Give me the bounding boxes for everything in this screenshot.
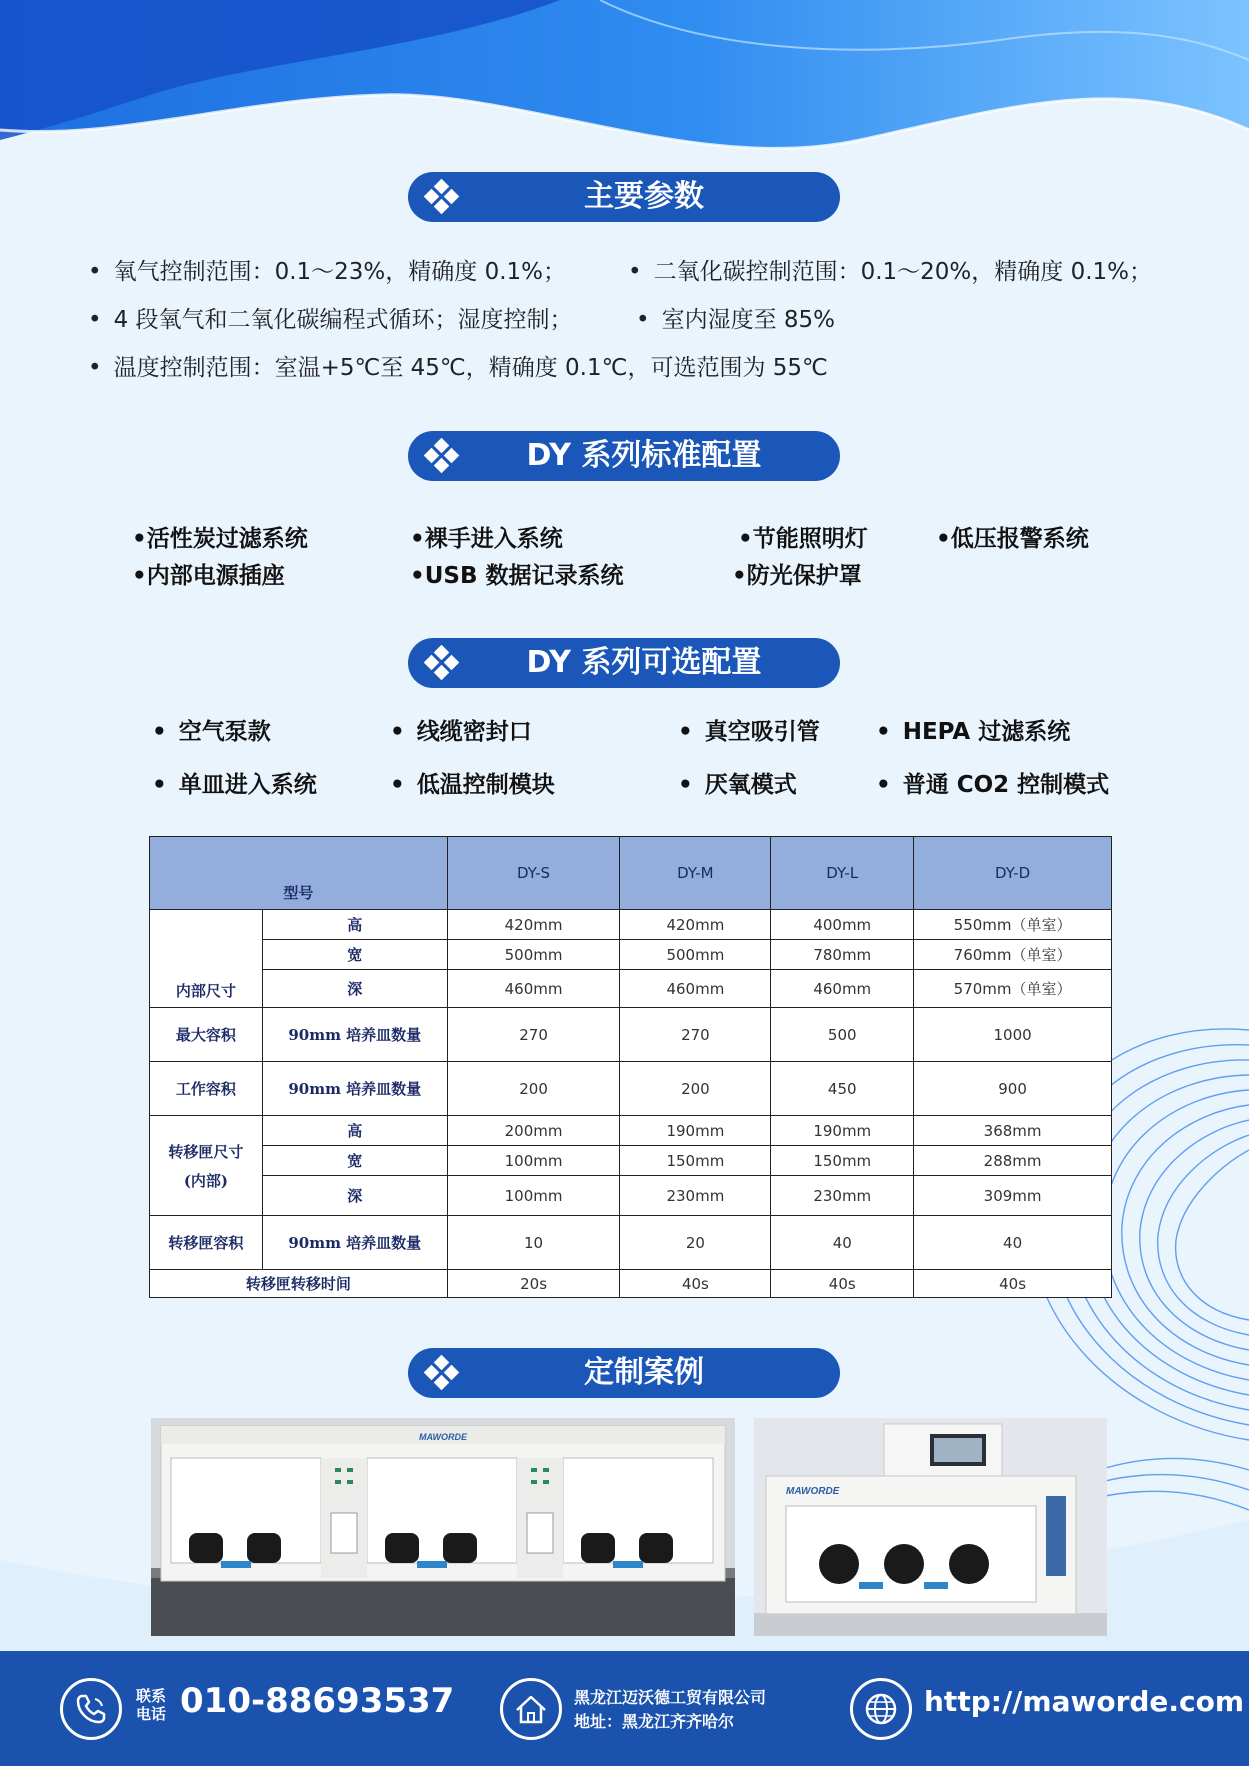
company-address: 地址：黑龙江齐齐哈尔 xyxy=(574,1712,735,1731)
table-cell: 309mm xyxy=(914,1176,1112,1216)
product-photo-single xyxy=(754,1418,1107,1636)
row-label: 工作容积 xyxy=(150,1062,263,1116)
section-header-standard-config xyxy=(408,431,840,481)
table-cell: 500mm xyxy=(447,940,620,970)
phone-icon xyxy=(60,1678,122,1740)
home-icon xyxy=(500,1678,562,1740)
param-item: • 温度控制范围：室温+5℃至 45℃，精确度 0.1℃，可选范围为 55℃ xyxy=(88,349,828,382)
table-cell: 500 xyxy=(771,1008,914,1062)
table-cell: 10 xyxy=(447,1216,620,1270)
config-item: • 防光保护罩 xyxy=(732,557,862,590)
table-row xyxy=(150,910,1112,940)
table-cell: 500mm xyxy=(620,940,771,970)
triple-chamber-illustration xyxy=(151,1418,735,1636)
row-label: 最大容积 xyxy=(150,1008,263,1062)
spec-table xyxy=(149,836,1112,1298)
table-row xyxy=(150,1146,1112,1176)
table-cell: 288mm xyxy=(914,1146,1112,1176)
globe-icon xyxy=(850,1678,912,1740)
table-row xyxy=(150,1116,1112,1146)
param-item: • 氧气控制范围：0.1～23%，精确度 0.1%； xyxy=(88,253,566,286)
contact-label xyxy=(136,1687,166,1723)
diamond-cluster-icon xyxy=(422,1354,462,1394)
config-item: • USB 数据记录系统 xyxy=(410,557,623,590)
table-cell: 40s xyxy=(914,1270,1112,1298)
model-name: DY-L xyxy=(771,837,914,910)
config-item: • 真空吸引管 xyxy=(678,713,820,746)
row-label: 转移匣容积 xyxy=(150,1216,263,1270)
table-cell: 200mm xyxy=(447,1116,620,1146)
table-cell: 20s xyxy=(447,1270,620,1298)
table-cell: 230mm xyxy=(620,1176,771,1216)
config-item: • HEPA 过滤系统 xyxy=(876,713,1070,746)
config-item: • 裸手进入系统 xyxy=(410,520,563,553)
config-item: • 低压报警系统 xyxy=(936,520,1089,553)
table-cell: 450 xyxy=(771,1062,914,1116)
config-item: • 空气泵款 xyxy=(152,713,271,746)
row-sublabel: 高 xyxy=(262,1116,447,1146)
section-title: DY 系列标准配置 xyxy=(526,438,762,473)
table-cell: 40s xyxy=(620,1270,771,1298)
table-cell: 570mm（单室） xyxy=(914,970,1112,1008)
single-chamber-illustration xyxy=(754,1418,1107,1636)
table-cell: 420mm xyxy=(447,910,620,940)
section-title: 定制案例 xyxy=(584,1355,704,1390)
table-cell: 460mm xyxy=(620,970,771,1008)
table-cell: 550mm（单室） xyxy=(914,910,1112,940)
row-sublabel: 高 xyxy=(262,910,447,940)
config-item: • 厌氧模式 xyxy=(678,766,797,799)
contact-label-line: 电话 xyxy=(136,1705,167,1723)
contact-label-line: 联系 xyxy=(136,1687,167,1705)
row-sublabel: 90mm 培养皿数量 xyxy=(262,1062,447,1116)
config-item: • 线缆密封口 xyxy=(390,713,532,746)
phone-number[interactable]: 010-88693537 xyxy=(180,1681,455,1721)
table-cell: 20 xyxy=(620,1216,771,1270)
table-cell: 200 xyxy=(620,1062,771,1116)
param-item: • 室内湿度至 85% xyxy=(636,301,835,334)
table-row xyxy=(150,1216,1112,1270)
row-label-line: (内部) xyxy=(183,1171,229,1190)
product-photo-triple xyxy=(151,1418,735,1636)
table-cell: 200 xyxy=(447,1062,620,1116)
table-cell: 460mm xyxy=(771,970,914,1008)
config-item: • 活性炭过滤系统 xyxy=(132,520,308,553)
table-row xyxy=(150,1008,1112,1062)
table-cell: 420mm xyxy=(620,910,771,940)
table-header-row xyxy=(150,837,1112,910)
table-cell: 230mm xyxy=(771,1176,914,1216)
table-cell: 100mm xyxy=(447,1176,620,1216)
row-label: 内部尺寸 xyxy=(150,910,263,1008)
website-link[interactable]: http://maworde.com xyxy=(924,1685,1245,1718)
table-cell: 760mm（单室） xyxy=(914,940,1112,970)
row-sublabel: 90mm 培养皿数量 xyxy=(262,1216,447,1270)
section-title: DY 系列可选配置 xyxy=(526,645,762,680)
model-name: DY-S xyxy=(447,837,620,910)
table-cell: 780mm xyxy=(771,940,914,970)
param-item: • 4 段氧气和二氧化碳编程式循环；湿度控制； xyxy=(88,301,573,334)
diamond-cluster-icon xyxy=(422,437,462,477)
table-cell: 190mm xyxy=(620,1116,771,1146)
table-cell: 900 xyxy=(914,1062,1112,1116)
table-cell: 270 xyxy=(620,1008,771,1062)
table-cell: 40s xyxy=(771,1270,914,1298)
table-cell: 100mm xyxy=(447,1146,620,1176)
model-name: DY-D xyxy=(914,837,1112,910)
table-cell: 400mm xyxy=(771,910,914,940)
row-sublabel: 深 xyxy=(262,1176,447,1216)
table-cell: 270 xyxy=(447,1008,620,1062)
brand-label: MAWORDE xyxy=(786,1486,840,1497)
table-row xyxy=(150,1062,1112,1116)
row-sublabel: 宽 xyxy=(262,940,447,970)
table-cell: 150mm xyxy=(620,1146,771,1176)
model-name: DY-M xyxy=(620,837,771,910)
table-cell: 1000 xyxy=(914,1008,1112,1062)
table-row xyxy=(150,970,1112,1008)
section-header-custom-cases xyxy=(408,1348,840,1398)
config-item: • 内部电源插座 xyxy=(132,557,285,590)
table-cell: 190mm xyxy=(771,1116,914,1146)
row-label: 转移匣转移时间 xyxy=(150,1270,448,1298)
company-name: 黑龙江迈沃德工贸有限公司 xyxy=(574,1688,767,1707)
config-item: • 普通 CO2 控制模式 xyxy=(876,766,1109,799)
row-sublabel: 深 xyxy=(262,970,447,1008)
section-header-optional-config xyxy=(408,638,840,688)
footer-bar xyxy=(0,1651,1249,1766)
table-cell: 368mm xyxy=(914,1116,1112,1146)
diamond-cluster-icon xyxy=(422,644,462,684)
table-row xyxy=(150,1176,1112,1216)
config-item: • 单皿进入系统 xyxy=(152,766,317,799)
table-row xyxy=(150,1270,1112,1298)
section-title: 主要参数 xyxy=(584,179,704,214)
table-cell: 40 xyxy=(914,1216,1112,1270)
diamond-cluster-icon xyxy=(422,178,462,218)
table-cell: 460mm xyxy=(447,970,620,1008)
table-cell: 150mm xyxy=(771,1146,914,1176)
brand-label: MAWORDE xyxy=(419,1432,467,1442)
row-sublabel: 宽 xyxy=(262,1146,447,1176)
config-item: • 低温控制模块 xyxy=(390,766,555,799)
model-header: 型号 xyxy=(150,837,448,910)
config-item: • 节能照明灯 xyxy=(738,520,868,553)
row-label xyxy=(150,1116,263,1216)
table-cell: 40 xyxy=(771,1216,914,1270)
main-params-list xyxy=(88,253,1208,397)
row-sublabel: 90mm 培养皿数量 xyxy=(262,1008,447,1062)
param-item: • 二氧化碳控制范围：0.1～20%，精确度 0.1%； xyxy=(628,253,1152,286)
section-header-main-params xyxy=(408,172,840,222)
row-label-line: 转移匣尺寸 xyxy=(168,1142,244,1161)
table-row xyxy=(150,940,1112,970)
